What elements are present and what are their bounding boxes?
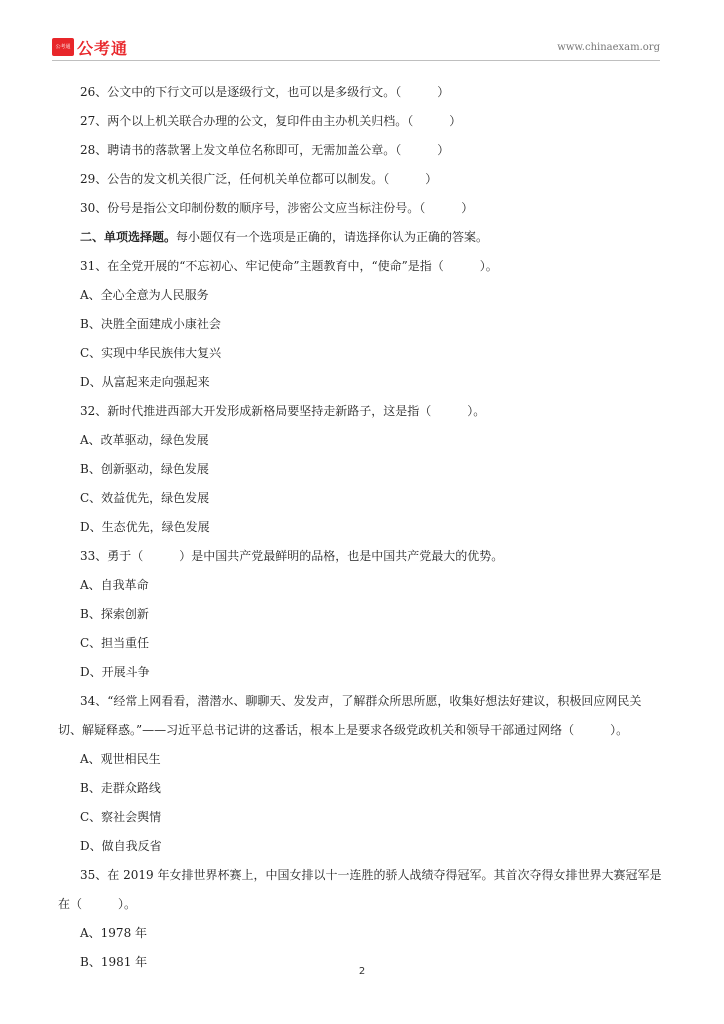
option: D、生态优先，绿色发展	[80, 520, 210, 534]
question-text: 31、在全党开展的“不忘初心、牢记使命”主题教育中，“使命”是指（ ）。	[80, 259, 498, 273]
site-url: www.chinaexam.org	[557, 42, 660, 53]
option: B、探索创新	[80, 607, 149, 621]
option: A、改革驱动，绿色发展	[80, 433, 209, 447]
logo-badge: 公考通	[52, 38, 74, 56]
logo-text: 公考通	[77, 38, 129, 58]
document-body	[58, 78, 664, 977]
judgement-item: 28、聘请书的落款署上发文单位名称即可，无需加盖公章。（ ）	[80, 143, 450, 157]
judgement-item: 30、份号是指公文印制份数的顺序号，涉密公文应当标注份号。（ ）	[80, 201, 474, 215]
question-text: 32、新时代推进西部大开发形成新格局要坚持走新路子，这是指（ ）。	[80, 404, 486, 418]
option: A、观世相民生	[80, 752, 161, 766]
option: B、1981 年	[80, 955, 148, 969]
judgement-item: 29、公告的发文机关很广泛，任何机关单位都可以制发。（ ）	[80, 172, 438, 186]
judgement-item: 27、两个以上机关联合办理的公文，复印件由主办机关归档。（ ）	[80, 114, 462, 128]
option: D、开展斗争	[80, 665, 150, 679]
question-text: 35、在 2019 年女排世界杯赛上，中国女排以十一连胜的骄人战绩夺得冠军。其首次夺得女排世界大赛冠军是在（ ）。	[58, 868, 662, 911]
question-text: 33、勇于（ ）是中国共产党最鲜明的品格，也是中国共产党最大的优势。	[80, 549, 504, 563]
page-header	[52, 36, 660, 61]
option: C、担当重任	[80, 636, 150, 650]
option: D、从富起来走向强起来	[80, 375, 210, 389]
option: C、察社会舆情	[80, 810, 162, 824]
section-title: 二、单项选择题。	[80, 230, 177, 244]
option: B、走群众路线	[80, 781, 161, 795]
option: B、创新驱动，绿色发展	[80, 462, 209, 476]
page-number: 2	[358, 966, 366, 977]
option: A、1978 年	[80, 926, 148, 940]
option: A、自我革命	[80, 578, 149, 592]
question-text: 34、“经常上网看看，潜潜水、聊聊天、发发声，了解群众所思所愿，收集好想法好建议，积极回应网民关切、解疑释惑。”——习近平总书记讲的这番话，根本上是要求各级党政机关和领导干部通过网络（ ）。	[58, 694, 642, 737]
option: B、决胜全面建成小康社会	[80, 317, 221, 331]
option: C、效益优先，绿色发展	[80, 491, 210, 505]
option: D、做自我反省	[80, 839, 162, 853]
section-heading	[58, 223, 664, 252]
option: A、全心全意为人民服务	[80, 288, 209, 302]
logo	[52, 36, 128, 58]
section-description: 每小题仅有一个选项是正确的，请选择你认为正确的答案。	[176, 230, 489, 244]
option: C、实现中华民族伟大复兴	[80, 346, 222, 360]
judgement-item: 26、公文中的下行文可以是逐级行文，也可以是多级行文。（ ）	[80, 85, 450, 99]
